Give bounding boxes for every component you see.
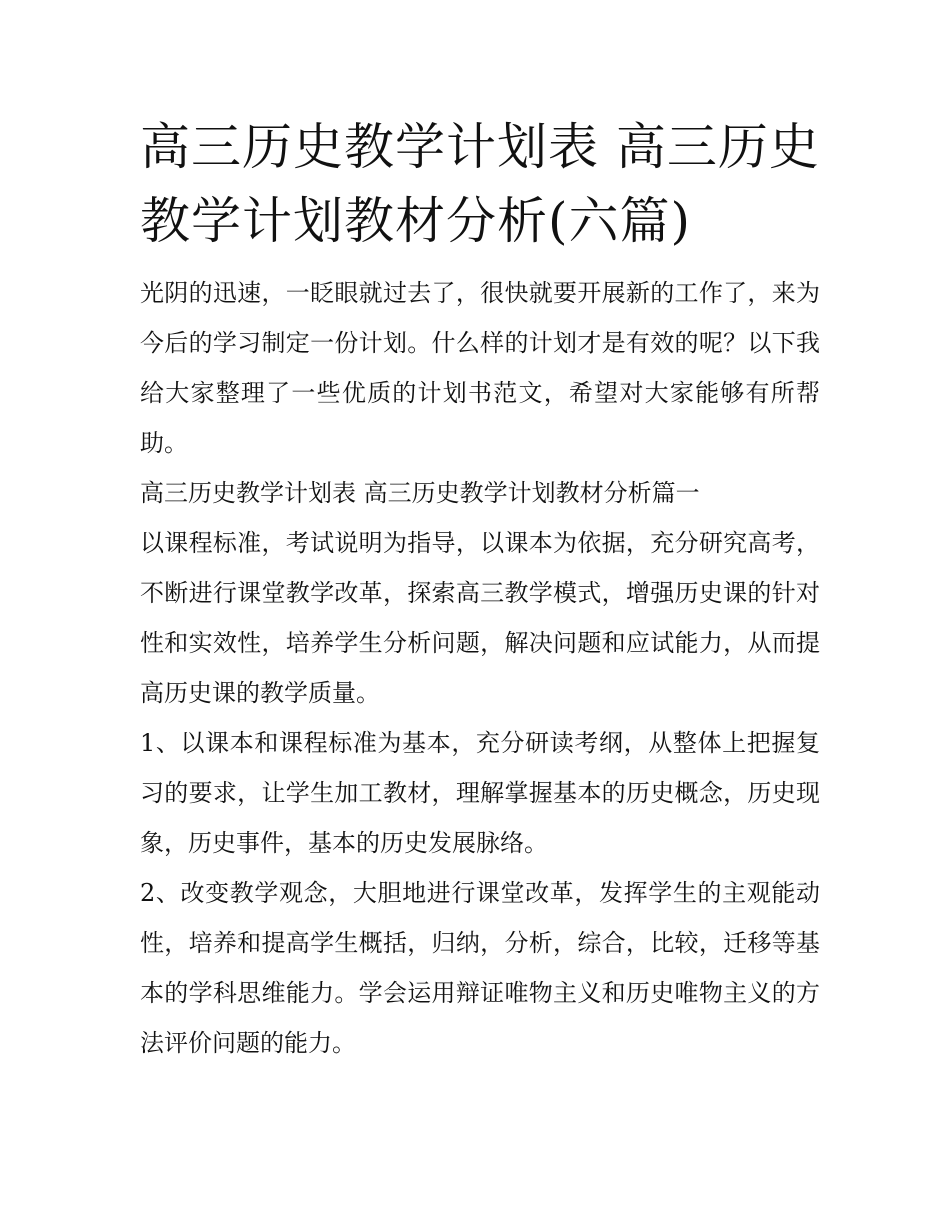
- document-title: 高三历史教学计划表 高三历史教学计划教材分析(六篇): [140, 118, 820, 250]
- section-heading: 高三历史教学计划表 高三历史教学计划教材分析篇一: [140, 479, 700, 507]
- list-item-2: 2、改变教学观念，大胆地进行课堂改革，发挥学生的主观能动性，培养和提高学生概括，归纳，分析，综合，比较，迁移等基本的学科思维能力。学会运用辩证唯物主义和历史唯物主义的方法评价问题的能力。: [140, 879, 820, 1057]
- body-paragraph: 以课程标准，考试说明为指导，以课本为依据，充分研究高考，不断进行课堂教学改革，探索高三教学模式，增强历史课的针对性和实效性，培养学生分析问题，解决问题和应试能力，从而提高历史课的教学质量。: [140, 529, 820, 707]
- intro-paragraph: 光阴的迅速，一眨眼就过去了，很快就要开展新的工作了，来为今后的学习制定一份计划。什么样的计划才是有效的呢？以下我给大家整理了一些优质的计划书范文，希望对大家能够有所帮助。: [140, 279, 820, 457]
- document-page: [140, 110, 820, 1068]
- list-item-1: 1、以课本和课程标准为基本，充分研读考纲，从整体上把握复习的要求，让学生加工教材，理解掌握基本的历史概念，历史现象，历史事件，基本的历史发展脉络。: [140, 729, 820, 857]
